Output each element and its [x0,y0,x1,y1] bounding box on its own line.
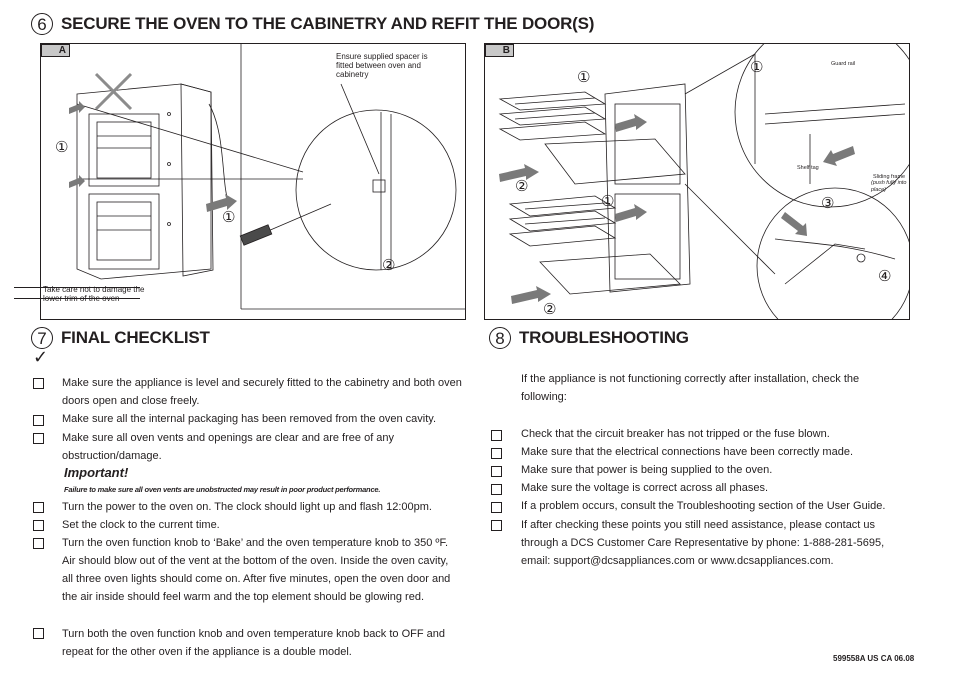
figure-b-callout-1-top: ① [577,69,591,86]
sliding-frame-label: Sliding frame [873,174,906,180]
figure-a-callout-1-mid: ① [222,209,236,226]
figure-b-callout-3: ③ [821,195,835,212]
document-code: 599558A US CA 06.08 [833,654,915,663]
checklist-item-2: Make sure all the internal packaging has been removed from the oven cavity. [62,413,436,425]
checklist-checkbox-6[interactable] [33,538,44,549]
section-8-title: TROUBLESHOOTING [519,328,689,347]
figure-a-illustration [41,44,466,320]
troubleshooting-item-1: Check that the circuit breaker has not tripped or the fuse blown. [521,428,830,440]
checklist-checkbox-2[interactable] [33,415,44,426]
checklist-item-5: Set the clock to the current time. [62,519,220,531]
guard-rail-label: Guard rail [831,61,856,67]
lower-trim-note: Take care not to damage the lower trim of the oven [43,285,145,303]
section-6-title: SECURE THE OVEN TO THE CABINETRY AND REFIT THE DOOR(S) [61,14,595,33]
figure-b-illustration [485,44,910,320]
spacer-note: Ensure supplied spacer is fitted between oven and cabinetry [336,52,428,79]
checklist-checkbox-1[interactable] [33,378,44,389]
figure-a [40,43,466,320]
checklist-item-3: Make sure all oven vents and openings are clear and are free of any obstruction/damage. [62,432,395,462]
trim-lines [14,287,140,299]
troubleshooting-item-3: Make sure that power is being supplied to the oven. [521,464,773,476]
troubleshooting-item-5: If a problem occurs, consult the Troubleshooting section of the User Guide. [521,500,886,512]
troubleshooting-checkbox-1[interactable] [491,430,502,441]
checklist-checkbox-7[interactable] [33,628,44,639]
section-7-title: FINAL CHECKLIST [61,328,210,347]
checklist-item-6: Turn the oven function knob to ‘Bake’ and the oven temperature knob to 350 ºF. Air should blow out of the vent at the bottom of the oven. Inside the oven cavity, all three oven lights should come on. After five minutes, open the oven door and the air inside should feel warm and the top element should be glowing red. [62,537,451,603]
figure-b [484,43,910,320]
figure-a-callout-1-left: ① [55,139,69,156]
tick-icon: ✓ [33,347,49,367]
checklist-checkbox-5[interactable] [33,520,44,531]
checklist-item-7: Turn both the oven function knob and oven temperature knob back to OFF and repeat for the other oven if the appliance is a double model. [62,628,445,658]
checklist-item-4: Turn the power to the oven on. The clock should light up and flash 12:00pm. [62,501,432,513]
troubleshooting-checkbox-2[interactable] [491,448,502,459]
checklist-item-1: Make sure the appliance is level and securely fitted to the cabinetry and both oven doors open and close freely. [62,377,462,407]
troubleshooting-checkbox-5[interactable] [491,502,502,513]
troubleshooting-checkbox-4[interactable] [491,484,502,495]
figure-a-callout-2: ② [382,257,396,274]
section-8-number: 8 [489,327,511,349]
section-6-number: 6 [31,13,53,35]
checklist-checkbox-4[interactable] [33,502,44,513]
figure-b-callout-2-bottom: ② [543,301,557,318]
figure-b-tag: B [485,44,514,57]
troubleshooting-item-4: Make sure the voltage is correct across all phases. [521,482,769,494]
figure-b-callout-1-mid: ① [601,193,615,210]
figure-b-callout-1-right: ① [750,59,764,76]
troubleshooting-item-6: If after checking these points you still need assistance, please contact us through a DCS Customer Care Representative by phone: 1-888-281-5695, email: support@dcsappliances.com or www.dcsappliances.com. [521,519,885,567]
troubleshooting-checkbox-3[interactable] [491,466,502,477]
troubleshooting-intro: If the appliance is not functioning correctly after installation, check the following: [521,373,860,403]
troubleshooting-checkbox-6[interactable] [491,520,502,531]
figure-a-tag: A [41,44,70,57]
figure-b-callout-4: ④ [878,268,892,285]
section-7-number: 7 [31,327,53,349]
important-heading: Important! [64,465,129,480]
sliding-frame-note: (push fully into place) [871,180,907,193]
shelf-tag-label: Shelf tag [797,165,819,171]
checklist-checkbox-3[interactable] [33,433,44,444]
important-text: Failure to make sure all oven vents are unobstructed may result in poor product performance. [64,485,381,494]
troubleshooting-item-2: Make sure that the electrical connections have been correctly made. [521,446,854,458]
figure-b-callout-2-mid: ② [515,178,529,195]
